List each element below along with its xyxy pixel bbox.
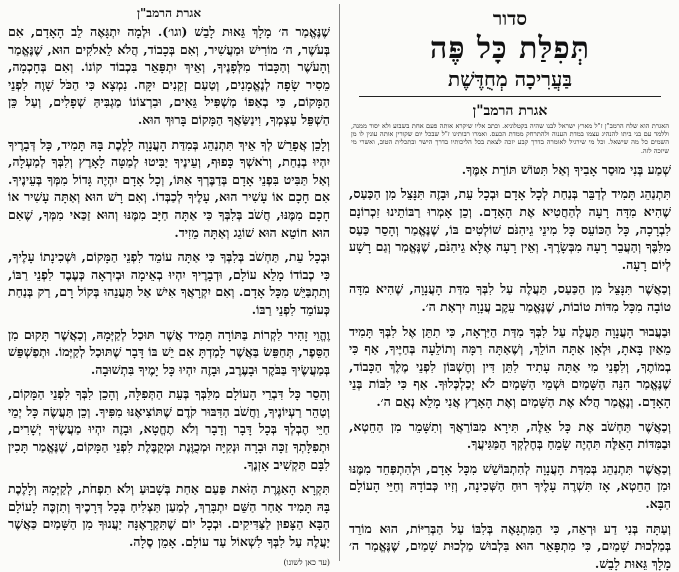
paragraph: וְלָכֵן אֲפָרֵשׁ לְךָ אֵיךְ תִּתְנַהֵג בְּמִדַּת הָעֲנָוָה לָלֶכֶת בָּהּ תָּמִיד, כָּל דְּבָרֶיךָ יִהְיוּ בְנַחַת, וְרֹאשְׁךָ כָּפוּף, וְעֵינֶיךָ יַבִּיטוּ לְמַטָּה לָאָרֶץ וְלִבְּךָ לְמַעְלָה, וְאַל תַּבִּיט בִּפְנֵי אָדָם בְּדַבֶּרְךָ אִתּוֹ, וְכָל אָדָם יִהְיֶה גָּדוֹל מִמְּךָ בְּעֵינֶיךָ. אִם חָכָם אוֹ עָשִׁיר הוּא, עָלֶיךָ לְכַבְּדוֹ. וְאִם רָשׁ הוּא וְאַתָּה עָשִׁיר אוֹ חָכָם מִמֶּנּוּ, חֲשֹׁב בְּלִבְּךָ כִּי אַתָּה חַיָּב מִמֶּנּוּ וְהוּא זַכַּאי מִמְּךָ, שֶׁאִם הוּא חוֹטֵא הוּא שׁוֹגֵג וְאַתָּה מֵזִיד. [8,136,330,242]
paragraph: תִּקְרָא הָאִגֶּרֶת הַזֹּאת פַּעַם אַחַת בְּשָׁבוּעַ וְלֹא תִפְחֹת, לְקַיְּמָהּ וְלָלֶכֶת בָּהּ תָּמִיד אַחַר הַשֵּׁם יִתְבָּרַךְ, לְמַעַן תַּצְלִיחַ בְּכָל דְּרָכֶיךָ וְתִזְכֶּה לָעוֹלָם הַבָּא הַצָּפוּן לַצַּדִּיקִים. וּבְכָל יוֹם שֶׁתִּקְרָאֶנָּה יַעֲנוּךָ מִן הַשָּׁמַיִם כַּאֲשֶׁר יַעֲלֶה עַל לִבְּךָ לִשְׁאוֹל עַד עוֹלָם. אָמֵן סֶלָה. [8,480,330,550]
paragraph: וְהָסֵר כָּל דִּבְרֵי הָעוֹלָם מִלִּבְּךָ בְּעֵת הַתְּפִלָּה, וְהָכֵן לִבְּךָ לִפְנֵי הַמָּקוֹם, וְטַהֵר רַעְיוֹנֶיךָ, וַחֲשֹׁב הַדִּבּוּר קֹדֶם שֶׁתּוֹצִיאֶנּוּ מִפִּיךָ. וְכֵן תַּעֲשֶׂה כָּל יְמֵי חַיֵּי הֶבְלְךָ בְּכָל דָּבָר וְדָבָר וְלֹא תֶחֱטָא, וּבָזֶה יִהְיוּ מַעֲשֶׂיךָ יְשָׁרִים, וּתְפִלָּתְךָ זַכָּה וּבָרָה וּנְקִיָּה וּמְכֻוֶּנֶת וּמְקֻבֶּלֶת לִפְנֵי הַמָּקוֹם, שֶׁנֶּאֱמַר תָּכִין לִבָּם תַּקְשִׁיב אָזְנֶךָ. [8,385,330,473]
paragraph: שְׁמַע בְּנִי מוּסַר אָבִיךָ וְאַל תִּטּוֹשׁ תּוֹרַת אִמֶּךָ. [349,161,671,179]
paragraph: וּבְכָל עֵת, תַּחְשֹׁב בְּלִבְּךָ כִּי אַתָּה עוֹמֵד לִפְנֵי הַמָּקוֹם, וּשְׁכִינָתוֹ עָלֶיךָ, כִּי כְבוֹדוֹ מָלֵא עוֹלָם, וּדְבָרֶיךָ יִהְיוּ בְאֵימָה וּבְיִרְאָה כְּעֶבֶד לִפְנֵי רַבּוֹ, וְתִתְבַּיֵּשׁ מִכָּל אָדָם. וְאִם יִקְרָאֲךָ אִישׁ אַל תַּעֲנֵהוּ בְּקוֹל רָם, רַק בְּנַחַת כְּעוֹמֵד לִפְנֵי רַבּוֹ. [8,248,330,318]
intro-text: האגרת הוא שלח הרמב"ן ז"ל מארץ ישראל לבנו שהיה בקטלוניא. וכתב אליו שיקרא אותה פעם אחת בשבוע ולא יסור ממנה, וללמד עם בני ביתו להנהיג עצמו במדת הענוה ולהתרחק ממדת הכעס. ואמרו רבותינו ז"ל שבכל יום שקורין אותה עונין לו מן השמים כל מה שישאל. וכל מי שירגיל לאומרה בדרך קבע יזכה לצאת בכל הליכותיו בדרך הישר ובתכלית הטוב, ואשרי מי שיזכה לזה. [351,122,669,155]
paragraph: תִּתְנַהֵג תָּמִיד לְדַבֵּר בְּנַחַת לְכָל אָדָם וּבְכָל עֵת, וּבָזֶה תִּנָּצֵל מִן הַכַּעַס, שֶׁהִיא מִדָּה רָעָה לְהַחֲטִיא אֶת הָאָדָם. וְכֵן אָמְרוּ רַבּוֹתֵינוּ זִכְרוֹנָם לִבְרָכָה, כָּל הַכּוֹעֵס כָּל מִינֵי גֵיהִנֹּם שׁוֹלְטִים בּוֹ, שֶׁנֶּאֱמַר וְהָסֵר כַּעַס מִלִּבֶּךָ וְהַעֲבֵר רָעָה מִבְּשָׂרֶךָ. וְאֵין רָעָה אֶלָּא גֵיהִנֹּם, שֶׁנֶּאֱמַר וְגַם רָשָׁע לְיוֹם רָעָה. [349,185,671,273]
paragraph: וְכַאֲשֶׁר תַּחְשֹׁב אֶת כָּל אֵלֶּה, תִּירָא מִבּוֹרַאֲךָ וְתִשָּׁמֵר מִן הַחֵטְא, וּבַמִּדּוֹת הָאֵלֶּה תִּהְיֶה שָׂמֵחַ בְּחֶלְקְךָ הַמַּגִּיעֲךָ. [349,418,671,453]
column-divider [339,4,340,561]
title-rule [359,96,661,97]
end-note: (עד כאן לשונו) [8,558,330,567]
book-name: תְּפִלַּת כָּל פֶּה [349,31,671,67]
paragraph: וְכַאֲשֶׁר תִּתְנַהֵג בְּמִדַּת הָעֲנָוָה לְהִתְבּוֹשֵׁשׁ מִכָּל אָדָם, וּלְהִתְפַּחֵד מִמֶּנּוּ וּמִן הַחֵטְא, אָז תִּשְׁרֶה עָלֶיךָ רוּחַ הַשְּׁכִינָה, וְזִיו כְּבוֹדָהּ וְחַיֵּי הָעוֹלָם הַבָּא. [349,460,671,513]
book-subtitle: בַּעֲרִיכָה מְחֻדֶּשֶׁת [349,67,671,92]
paragraph: וְכַאֲשֶׁר תִּנָּצֵל מִן הַכַּעַס, תַּעֲלֶה עַל לִבְּךָ מִדַּת הָעֲנָוָה, שֶׁהִיא מִדָּה טוֹבָה מִכָּל מִדּוֹת טוֹבוֹת, שֶׁנֶּאֱמַר עֵקֶב עֲנָוָה יִרְאַת ה׳. [349,280,671,315]
paragraph: וּבַעֲבוּר הָעֲנָוָה תַּעֲלֶה עַל לִבְּךָ מִדַּת הַיִּרְאָה, כִּי תִתֵּן אֶל לִבְּךָ תָּמִיד מֵאַיִן בָּאתָ, וּלְאָן אַתָּה הוֹלֵךְ, וְשֶׁאַתָּה רִמָּה וְתוֹלֵעָה בְּחַיֶּיךָ, אַף כִּי בְמוֹתֶךָ, וְלִפְנֵי מִי אַתָּה עָתִיד לִתֵּן דִּין וְחֶשְׁבּוֹן לִפְנֵי מֶלֶךְ הַכָּבוֹד, שֶׁנֶּאֱמַר הִנֵּה הַשָּׁמַיִם וּשְׁמֵי הַשָּׁמַיִם לֹא יְכַלְכְּלוּךָ. אַף כִּי לִבּוֹת בְּנֵי הָאָדָם. וְנֶאֱמַר הֲלֹא אֶת הַשָּׁמַיִם וְאֶת הָאָרֶץ אֲנִי מָלֵא נְאֻם ה׳. [349,323,671,411]
running-header: אגרת הרמב"ן [8,6,330,21]
siddur-title: סדור [349,8,671,31]
paragraph: וֶהֱוֵי זָהִיר לִקְרוֹת בַּתּוֹרָה תָּמִיד אֲשֶׁר תּוּכַל לְקַיְּמָהּ, וְכַאֲשֶׁר תָּקוּם מִן הַסֵּפֶר, תְּחַפֵּשׂ בַּאֲשֶׁר לָמַדְתָּ אִם יֵשׁ בּוֹ דָּבָר שֶׁתּוּכַל לְקַיְּמוֹ. וּתְפַשְׁפֵּשׁ בְּמַעֲשֶׂיךָ בַּבֹּקֶר וּבָעֶרֶב, וּבָזֶה יִהְיוּ כָּל יָמֶיךָ בִּתְשׁוּבָה. [8,326,330,379]
right-column [349,6,671,559]
left-column [8,6,330,559]
letter-title: אגרת הרמב"ן [349,103,671,120]
paragraph: וְעַתָּה בְּנִי דַע וּרְאֵה, כִּי הַמִּתְגָּאֶה בְּלִבּוֹ עַל הַבְּרִיּוֹת, הוּא מוֹרֵד בְּמַלְכוּת שָׁמַיִם, כִּי מִתְפָּאֵר הוּא בִּלְבוּשׁ מַלְכוּת שָׁמַיִם, שֶׁנֶּאֱמַר ה׳ מָלָךְ גֵּאוּת לָבֵשׁ. [349,520,671,572]
paragraph: שֶׁנֶּאֱמַר ה׳ מָלָךְ גֵּאוּת לָבֵשׁ (וגו׳). וּלְמָה יִתְגָּאֶה לֵב הָאָדָם, אִם בְּעֹשֶׁר, ה׳ מוֹרִישׁ וּמַעֲשִׁיר, וְאִם בְּכָבוֹד, הֲלֹא לֵאלֹקִים הוּא, שֶׁנֶּאֱמַר וְהָעֹשֶׁר וְהַכָּבוֹד מִלְּפָנֶיךָ, וְאֵיךְ יִתְפָּאֵר בִּכְבוֹד קוֹנוֹ. וְאִם בְּחָכְמָה, מֵסִיר שָׂפָה לְנֶאֱמָנִים, וְטַעַם זְקֵנִים יִקָּח. נִמְצָא כִּי הַכֹּל שָׁוֶה לִפְנֵי הַמָּקוֹם, כִּי בְאַפּוֹ מַשְׁפִּיל גֵּאִים, וּבִרְצוֹנוֹ מַגְבִּיהַּ שְׁפָלִים, וְעַל כֵּן הַשְׁפֵּל עַצְמְךָ, וִינַשַּׂאֲךָ הַמָּקוֹם בָּרוּךְ הוּא. [8,23,330,129]
